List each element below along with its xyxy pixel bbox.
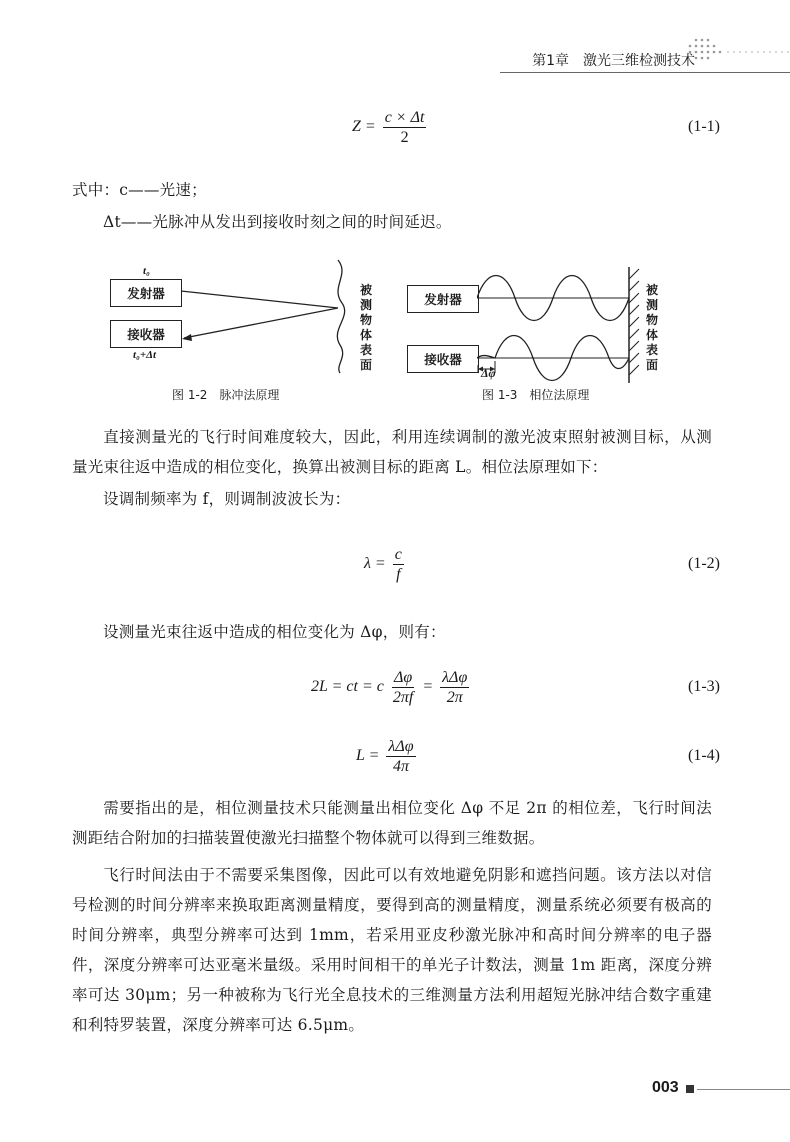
eq1-numerator: c × Δt <box>384 109 425 126</box>
paragraph-phase-intro: 直接测量光的飞行时间难度较大，因此，利用连续调制的激光波束照射被测目标，从测量光束往返中造成的相位变化，换算出被测目标的距离 L。相位法原理如下： <box>72 428 712 476</box>
receiver-box-phase: 接收器 <box>407 345 479 373</box>
eq2-denominator: f <box>396 566 401 583</box>
eq3-lhs: 2L = ct = c <box>311 678 384 696</box>
pulse-diagram-lines <box>180 255 370 375</box>
header-rule <box>500 72 790 73</box>
eq3-denominator-1: 2πf <box>392 689 414 706</box>
eq2-fraction <box>393 545 404 584</box>
eq3-denominator-2: 2π <box>446 689 463 706</box>
eq4-fraction <box>386 737 415 776</box>
eq1-lhs: Z = <box>352 118 376 136</box>
paragraph-phase-change: 设测量光束往返中造成的相位变化为 Δφ，则有： <box>103 623 446 641</box>
equation-number-1-2: (1-2) <box>688 555 720 572</box>
page-number: 003 <box>652 1079 679 1096</box>
phase-diagram-waves <box>477 265 647 385</box>
eq2-numerator: c <box>394 546 402 563</box>
emitter-box: 发射器 <box>110 279 182 307</box>
definition-dt: Δt——光脉冲从发出到接收时刻之间的时间延迟。 <box>103 213 452 231</box>
label-dphi: Δφ <box>481 366 496 380</box>
equation-number-1-4: (1-4) <box>688 747 720 764</box>
eq3-equals: = <box>422 678 434 696</box>
eq3-numerator-2: λΔφ <box>442 669 468 686</box>
equation-1-2 <box>364 545 407 584</box>
equation-1-3 <box>311 668 472 707</box>
eq1-denominator: 2 <box>400 129 409 146</box>
equation-1-1 <box>352 108 429 147</box>
surface-label-right: 被测物体表面 <box>645 283 658 372</box>
paragraph-phase-limit: 需要指出的是，相位测量技术只能测量出相位变化 Δφ 不足 2π 的相位差，飞行时间法测距结合附加的扫描装置使激光扫描整个物体就可以得到三维数据。 <box>72 799 712 847</box>
eq3-fraction-1 <box>391 668 415 707</box>
footer-rule <box>697 1089 790 1090</box>
eq3-numerator-1: Δφ <box>393 669 413 686</box>
paragraph-modulation: 设调制频率为 f，则调制波波长为： <box>103 490 351 508</box>
emitter-box-phase: 发射器 <box>407 285 479 313</box>
equation-number-1-1: (1-1) <box>688 118 720 135</box>
eq1-fraction <box>383 108 427 147</box>
surface-label-left: 被测物体表面 <box>359 283 372 372</box>
label-t0-dt: t₀+Δt <box>133 349 157 361</box>
eq4-lhs: L = <box>356 747 380 765</box>
definition-c: 式中：c——光速； <box>72 181 207 199</box>
eq4-numerator: λΔφ <box>388 738 414 755</box>
equation-number-1-3: (1-3) <box>688 678 720 695</box>
eq4-denominator: 4π <box>392 758 409 775</box>
equation-1-4 <box>356 737 419 776</box>
caption-fig-1-3: 图 1-3 相位法原理 <box>482 388 590 402</box>
receiver-box: 接收器 <box>110 320 182 348</box>
running-header: 第1章 激光三维检测技术 <box>532 53 695 69</box>
paragraph-tof: 飞行时间法由于不需要采集图像，因此可以有效地避免阴影和遮挡问题。该方法以对信号检测的时间分辨率来换取距离测量精度，要得到高的测量精度，测量系统必须要有极高的时间分辨率，典型分辨率可达到 1mm，若采用亚皮秒激光脉冲和高时间分辨率的电子器件，深度分辨率可达亚毫米量级。采用时间相干的单光子计数法，测量 1m 距离，深度分辨率可达 30μm；另一种被称为飞行光全息技术的三维测量方法利用超短光脉冲结合数字重建和利特罗装置，深度分辨率可达 6.5μm。 <box>72 866 712 1034</box>
footer-marker <box>686 1085 694 1093</box>
eq2-lhs: λ = <box>364 555 386 573</box>
eq3-fraction-2 <box>440 668 469 707</box>
caption-fig-1-2: 图 1-2 脉冲法原理 <box>172 388 280 402</box>
label-t0: t₀ <box>143 265 150 277</box>
